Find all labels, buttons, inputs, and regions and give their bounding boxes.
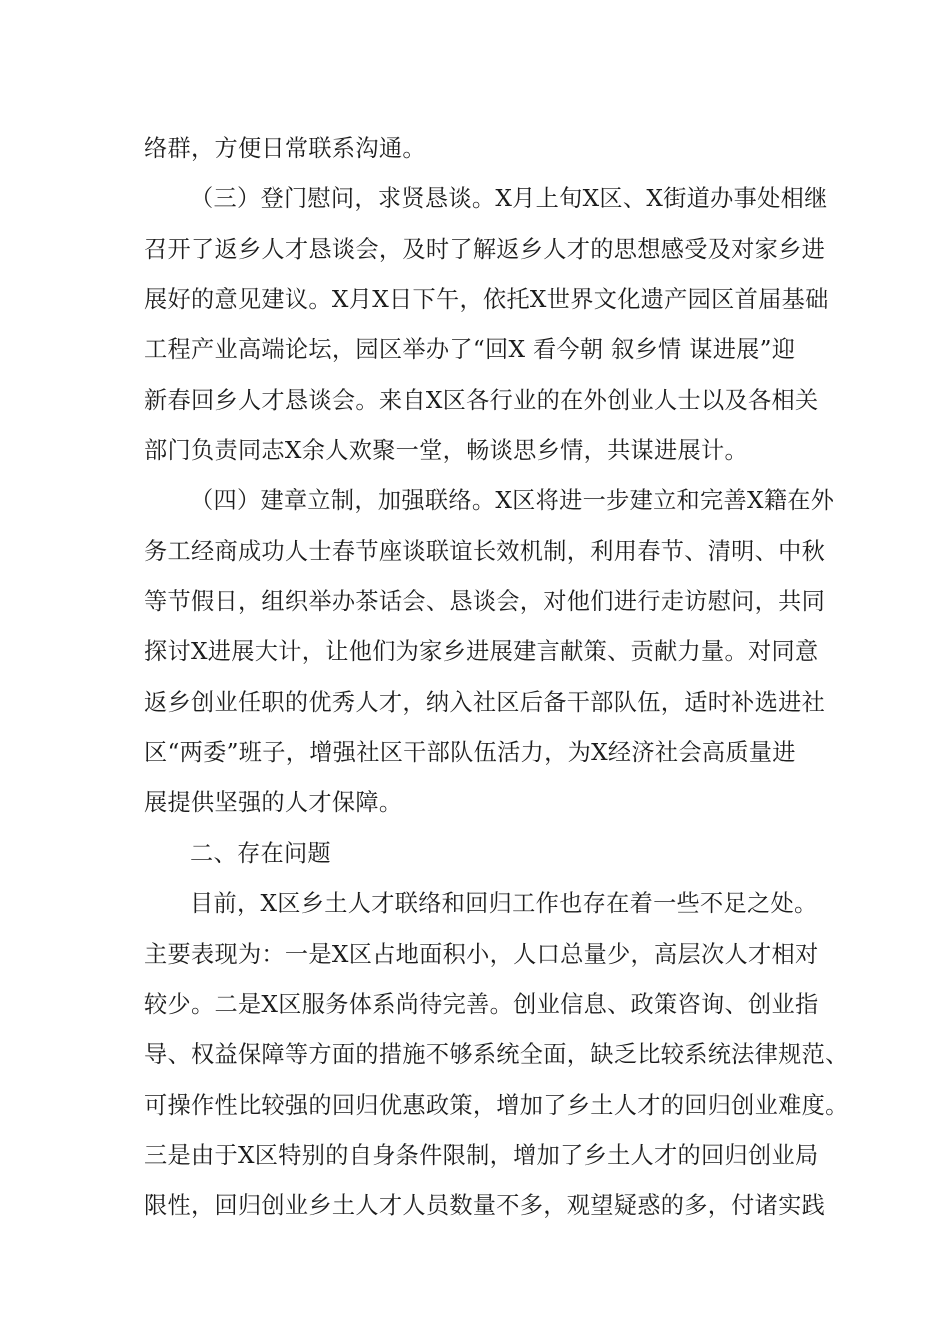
paragraph-line: 三是由于X区特别的自身条件限制，增加了乡土人才的回归创业局 [144, 1141, 819, 1169]
paragraph-line: 主要表现为：一是X区占地面积小，人口总量少，高层次人才相对 [144, 940, 819, 968]
paragraph-line: 新春回乡人才恳谈会。来自X区各行业的在外创业人士以及各相关 [144, 386, 819, 414]
paragraph-line: 部门负责同志X余人欢聚一堂，畅谈思乡情，共谋进展计。 [144, 437, 748, 465]
paragraph-line: 务工经商成功人士春节座谈联谊长效机制，利用春节、清明、中秋 [144, 537, 826, 565]
paragraph-line: 返乡创业任职的优秀人才，纳入社区后备干部队伍，适时补选进社 [144, 688, 826, 716]
paragraph-line: 探讨X进展大计，让他们为家乡进展建言献策、贡献力量。对同意 [144, 638, 819, 666]
paragraph-line: 展好的意见建议。X月X日下午，依托X世界文化遗产园区首届基础 [144, 286, 829, 314]
document-body [144, 124, 849, 1232]
section-heading: 二、存在问题 [190, 839, 331, 867]
paragraph-line: 工程产业高端论坛，园区举办了“回X 看今朝 叙乡情 谋进展”迎 [144, 336, 796, 364]
paragraph-line: 络群，方便日常联系沟通。 [144, 135, 426, 162]
paragraph-line: 召开了返乡人才恳谈会，及时了解返乡人才的思想感受及对家乡进 [144, 235, 826, 263]
paragraph-line: 区“两委”班子，增强社区干部队伍活力，为X经济社会高质量进 [144, 739, 796, 767]
paragraph-line: （三）登门慰问，求贤恳谈。X月上旬X区、X街道办事处相继 [190, 185, 828, 213]
paragraph-line: （四）建章立制，加强联络。X区将进一步建立和完善X籍在外 [190, 487, 835, 515]
paragraph-line: 等节假日，组织举办茶话会、恳谈会，对他们进行走访慰问，共同 [144, 588, 826, 616]
paragraph-line: 导、权益保障等方面的措施不够系统全面，缺乏比较系统法律规范、 [144, 1041, 849, 1069]
paragraph-line: 较少。二是X区服务体系尚待完善。创业信息、政策咨询、创业指 [144, 990, 819, 1018]
paragraph-line: 展提供坚强的人才保障。 [144, 789, 403, 817]
paragraph-line: 限性，回归创业乡土人才人员数量不多，观望疑惑的多，付诸实践 [144, 1192, 826, 1220]
paragraph-line: 可操作性比较强的回归优惠政策，增加了乡土人才的回归创业难度。 [144, 1091, 849, 1119]
paragraph-line: 目前，X区乡土人才联络和回归工作也存在着一些不足之处。 [190, 890, 818, 918]
